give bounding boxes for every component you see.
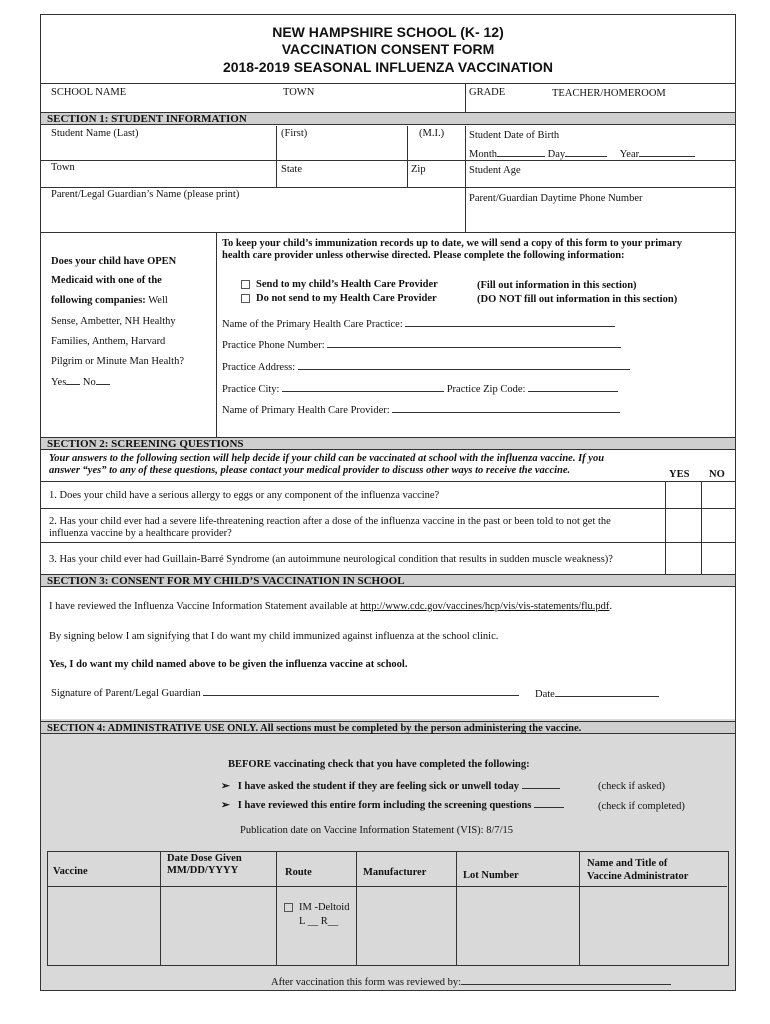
records-notice-line-2: health care provider unless otherwise directed. Please complete the following information:: [222, 250, 625, 261]
do-not-send-note: (DO NOT fill out information in this section): [477, 294, 678, 305]
col-lot-number: Lot Number: [463, 870, 519, 881]
signing-statement: By signing below I am signifying that I do want my child immunized against influenza at the school clinic.: [49, 631, 499, 642]
guardian-signature-field[interactable]: Signature of Parent/Legal Guardian: [51, 686, 519, 700]
section-2-header: SECTION 2: SCREENING QUESTIONS: [41, 437, 735, 450]
before-vaccinating-text: BEFORE vaccinating check that you have completed the following:: [228, 759, 530, 770]
vis-reviewed-statement: I have reviewed the Influenza Vaccine Information Statement available at http://www.cdc.gov/vaccines/hcp/vis/vis-statements/flu.pdf.: [49, 601, 613, 612]
student-age-field[interactable]: Student Age: [469, 165, 521, 176]
student-zip-field[interactable]: Zip: [411, 164, 426, 175]
route-left-right[interactable]: L __ R__: [299, 916, 339, 927]
student-first-name-field[interactable]: (First): [281, 128, 308, 139]
send-note: (Fill out information in this section): [477, 280, 637, 291]
col-vaccine: Vaccine: [53, 866, 88, 877]
consent-form: [40, 14, 736, 991]
form-title-line-3: 2018-2019 SEASONAL INFLUENZA VACCINATION: [222, 59, 554, 75]
dob-year-label: Year: [619, 149, 640, 160]
form-title-line-2: VACCINATION CONSENT FORM: [281, 41, 495, 57]
dob-label: Student Date of Birth: [469, 130, 560, 141]
medicaid-question-line-4: Sense, Ambetter, NH Healthy: [51, 316, 176, 327]
medicaid-no-label: No: [82, 377, 96, 388]
student-last-name-field[interactable]: Student Name (Last): [51, 128, 139, 139]
col-admin-line-2: Vaccine Administrator: [587, 871, 689, 882]
reviewed-by-field[interactable]: After vaccination this form was reviewed by:: [271, 975, 671, 989]
screening-question-2-line-1: 2. Has your child ever had a severe life-threatening reaction after a dose of the influenza vaccine in the past or been told to not get the: [49, 516, 611, 527]
medicaid-yes-no[interactable]: [51, 375, 110, 389]
section-4-header: SECTION 4: ADMINISTRATIVE USE ONLY. All sections must be completed by the person administering the vaccine.: [41, 721, 735, 734]
medicaid-question-line-6: Pilgrim or Minute Man Health?: [51, 356, 184, 367]
student-mi-field[interactable]: (M.I.): [419, 128, 445, 139]
send-to-provider-option[interactable]: Send to my child’s Health Care Provider: [241, 278, 438, 291]
check-asked-sick[interactable]: ➢ I have asked the student if they are feeling sick or unwell today: [221, 779, 560, 793]
screening-question-2-line-2: influenza vaccine by a healthcare provider?: [49, 528, 232, 539]
do-not-send-option[interactable]: Do not send to my Health Care Provider: [241, 292, 437, 305]
medicaid-question-line-5: Families, Anthem, Harvard: [51, 336, 166, 347]
yes-column-header: YES: [669, 469, 690, 480]
medicaid-yes-label: Yes: [51, 377, 67, 388]
arrow-icon: ➢: [221, 800, 230, 811]
col-manufacturer: Manufacturer: [363, 867, 427, 878]
route-im-deltoid-option[interactable]: IM -Deltoid: [284, 901, 349, 914]
col-admin-line-1: Name and Title of: [587, 858, 668, 869]
check-reviewed-note: (check if completed): [598, 801, 685, 812]
screening-intro-line-2: answer “yes” to any of these questions, please contact your medical provider to discuss other ways to receive the vaccine.: [49, 465, 571, 476]
practice-phone-field[interactable]: Practice Phone Number:: [222, 338, 621, 352]
dob-month-label: Month: [469, 149, 498, 160]
dob-day-label: Day: [547, 149, 566, 160]
medicaid-question-line-1: Does your child have OPEN: [51, 256, 177, 267]
student-state-field[interactable]: State: [281, 164, 302, 175]
medicaid-question-line-2: Medicaid with one of the: [51, 275, 162, 286]
consent-yes-statement: Yes, I do want my child named above to be given the influenza vaccine at school.: [49, 659, 408, 670]
col-date-line-2: MM/DD/YYYY: [167, 865, 239, 876]
check-reviewed-form[interactable]: ➢ I have reviewed this entire form including the screening questions: [221, 798, 564, 812]
medicaid-question-line-3: following companies: Well: [51, 295, 168, 306]
do-not-send-checkbox[interactable]: [241, 294, 250, 303]
signature-date-field[interactable]: Date: [535, 687, 659, 701]
school-name-label: SCHOOL NAME: [51, 87, 127, 98]
section-1-header: SECTION 1: STUDENT INFORMATION: [41, 112, 735, 125]
send-checkbox[interactable]: [241, 280, 250, 289]
vis-publication-date: Publication date on Vaccine Information Statement (VIS): 8/7/15: [240, 825, 514, 836]
col-date-line-1: Date Dose Given: [167, 853, 242, 864]
arrow-icon: ➢: [221, 781, 230, 792]
town-label: TOWN: [283, 87, 315, 98]
no-column-header: NO: [709, 469, 725, 480]
form-title-line-1: NEW HAMPSHIRE SCHOOL (K- 12): [272, 24, 504, 40]
check-asked-note: (check if asked): [598, 781, 666, 792]
practice-name-field[interactable]: Name of the Primary Health Care Practice:: [222, 317, 615, 331]
student-town-field[interactable]: Town: [51, 162, 75, 173]
provider-name-field[interactable]: Name of Primary Health Care Provider:: [222, 403, 620, 417]
dob-fields[interactable]: [469, 147, 695, 161]
guardian-phone-field[interactable]: Parent/Guardian Daytime Phone Number: [469, 193, 643, 204]
guardian-name-field[interactable]: Parent/Legal Guardian’s Name (please print): [51, 189, 240, 200]
route-checkbox[interactable]: [284, 903, 293, 912]
vis-link[interactable]: http://www.cdc.gov/vaccines/hcp/vis/vis-statements/flu.pdf: [360, 601, 610, 612]
practice-city-field[interactable]: Practice City: Practice Zip Code:: [222, 382, 618, 396]
practice-zip-label: Practice Zip Code:: [446, 384, 526, 395]
screening-question-3: 3. Has your child ever had Guillain-Barré Syndrome (an autoimmune neurological condition that results in sudden muscle weakness)?: [49, 554, 613, 565]
teacher-homeroom-label: TEACHER/HOMEROOM: [552, 88, 666, 99]
practice-address-field[interactable]: Practice Address:: [222, 360, 630, 374]
records-notice-line-1: To keep your child’s immunization records up to date, we will send a copy of this form to your primary: [222, 238, 683, 249]
section-3-header: SECTION 3: CONSENT FOR MY CHILD’S VACCINATION IN SCHOOL: [41, 574, 735, 587]
screening-question-1: 1. Does your child have a serious allergy to eggs or any component of the influenza vaccine?: [49, 490, 440, 501]
col-route: Route: [285, 867, 312, 878]
grade-label: GRADE: [469, 87, 506, 98]
screening-intro-line-1: Your answers to the following section will help decide if your child can be vaccinated at school with the influenza vaccine. If you: [49, 453, 605, 464]
